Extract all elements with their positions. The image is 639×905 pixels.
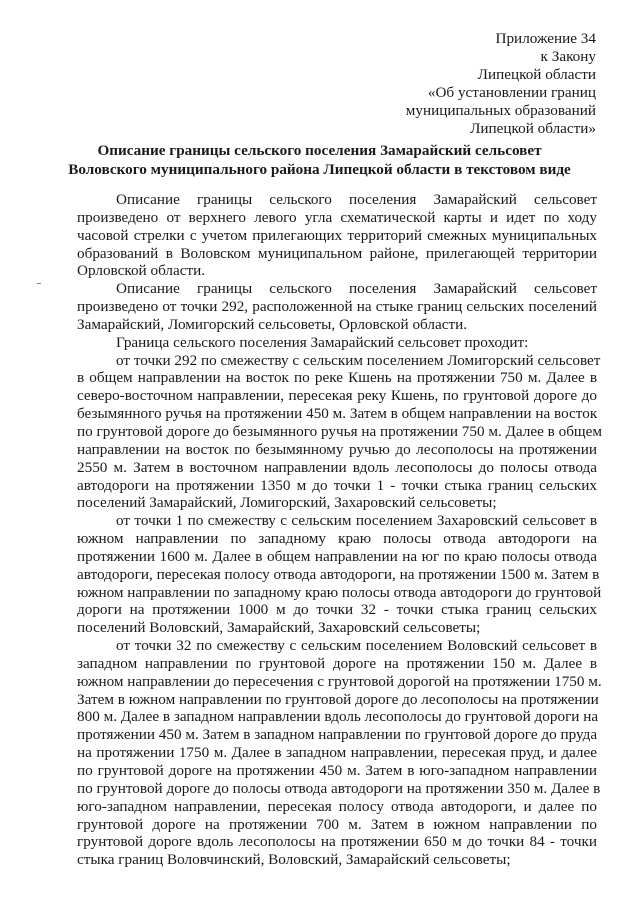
paragraph: [77, 512, 602, 637]
paragraph: [77, 334, 597, 352]
scan-speck: [37, 283, 41, 284]
document-title: [40, 141, 599, 179]
paragraph-line: протяжении 450 м. Затем в западном направлении по грунтовой дороге до пруда: [77, 726, 598, 744]
paragraph-line: произведено от точки 292, расположенной на стыке границ сельских поселений: [77, 298, 597, 316]
title-line: Описание границы сельского поселения Замарайский сельсовет: [97, 142, 542, 159]
paragraph-line: южном направлении по западному краю полосы отвода автодороги до грунтовой: [77, 583, 602, 601]
paragraph-line: 800 м. Далее в западном направлении вдоль лесополосы до грунтовой дороги на: [77, 708, 599, 726]
annex-line: «Об установлении границ: [427, 84, 596, 101]
paragraph-line: по грунтовой дороге на протяжении 450 м. Затем в юго-западном направлении: [77, 762, 597, 779]
paragraph-line: от точки 292 по смежеству с сельским поселением Ломигорский сельсовет: [116, 351, 601, 369]
paragraph-line: стыка границ Воловчинский, Воловский, Замарайский сельсоветы;: [77, 851, 511, 869]
annex-line: Липецкой области»: [470, 120, 596, 137]
paragraph-line: южном направлении до пересечения с грунтовой дорогой на протяжении 1750 м.: [77, 672, 602, 690]
paragraph-line: на протяжении 1750 м. Далее в западном направлении, пересекая пруд, и далее: [77, 744, 597, 762]
paragraph-line: по грунтовой дороге до полосы отвода автодороги на протяжении 350 м. Далее в: [77, 779, 601, 797]
paragraph-line: западном направлении по грунтовой дороге на протяжении 150 м. Далее в: [77, 654, 597, 672]
paragraph: [77, 637, 602, 869]
paragraph-line: часовой стрелки с учетом прилегающих территорий смежных муниципальных: [77, 226, 597, 244]
title-line: Воловского муниципального района Липецкой области в текстовом виде: [68, 161, 571, 178]
paragraph-line: Граница сельского поселения Замарайский сельсовет проходит:: [116, 333, 529, 351]
paragraph: [77, 280, 597, 334]
paragraph-line: Орловской области.: [77, 262, 206, 280]
paragraph-line: по грунтовой дороге до безымянного ручья на протяжении 750 м. Далее в общем: [77, 422, 602, 440]
paragraph-line: безымянного ручья на протяжении 450 м. Затем в общем направлении на восток: [77, 405, 598, 423]
paragraph-line: протяжении 1600 м. Далее в общем направлении на юг по краю полосы отвода: [77, 547, 597, 565]
annex-header: [406, 30, 596, 138]
paragraph-line: Затем в южном направлении по грунтовой дороге до лесополосы на протяжении: [77, 690, 599, 708]
paragraph-line: юго-западном направлении, пересекая полосу отвода автодороги, и далее по: [77, 797, 597, 815]
document-body: [77, 191, 602, 869]
paragraph-line: 2550 м. Затем в восточном направлении вдоль лесополосы до полосы отвода: [77, 458, 597, 476]
paragraph-line: поселений Воловский, Замарайский, Захаровский сельсоветы;: [77, 619, 481, 637]
paragraph-line: Замарайский, Ломигорский сельсоветы, Орловской области.: [77, 315, 468, 333]
paragraph-line: грунтовой дороге на протяжении 700 м. Затем в южном направлении по: [77, 815, 597, 833]
paragraph-line: грунтовой дороге вдоль лесополосы на протяжении 650 м до точки 84 - точки: [77, 833, 597, 851]
paragraph-line: автодороги, пересекая полосу отвода автодороги, на протяжении 1500 м. Затем в: [77, 565, 600, 583]
paragraph-line: дороги на протяжении 1000 м до точки 32 - точки стыка границ сельских: [77, 601, 597, 619]
paragraph-line: от точки 1 по смежеству с сельским поселением Захаровский сельсовет в: [116, 512, 597, 530]
annex-line: муниципальных образований: [405, 102, 596, 119]
paragraph-line: северо-восточном направлении, пересекая реку Кшень, по грунтовой дороге до: [77, 387, 597, 405]
paragraph-line: автодороги на протяжении 1350 м до точки 1 - точки стыка границ сельских: [77, 476, 597, 494]
paragraph-line: Описание границы сельского поселения Замарайский сельсовет: [116, 280, 597, 298]
paragraph-line: Описание границы сельского поселения Замарайский сельсовет: [116, 191, 597, 208]
annex-line: Липецкой области: [477, 66, 596, 83]
paragraph-line: в общем направлении на восток по реке Кшень на протяжении 750 м. Далее в: [77, 369, 597, 387]
paragraph-line: поселений Замарайский, Ломигорский, Захаровский сельсоветы;: [77, 494, 497, 512]
annex-line: Приложение 34: [495, 30, 596, 47]
paragraph-line: направлении на восток по безымянному ручью до лесополосы на протяжении: [77, 440, 597, 458]
annex-line: к Закону: [540, 48, 596, 65]
paragraph: [77, 351, 602, 513]
paragraph-line: южном направлении по западному краю полосы отвода автодороги на: [77, 530, 597, 548]
paragraph-line: образований в Воловском муниципальном районе, прилегающей территории: [77, 244, 597, 262]
paragraph: [77, 191, 597, 280]
paragraph-line: произведено от верхнего левого угла схематической карты и идет по ходу: [77, 208, 597, 226]
paragraph-line: от точки 32 по смежеству с сельским поселением Воловский сельсовет в: [116, 637, 597, 655]
